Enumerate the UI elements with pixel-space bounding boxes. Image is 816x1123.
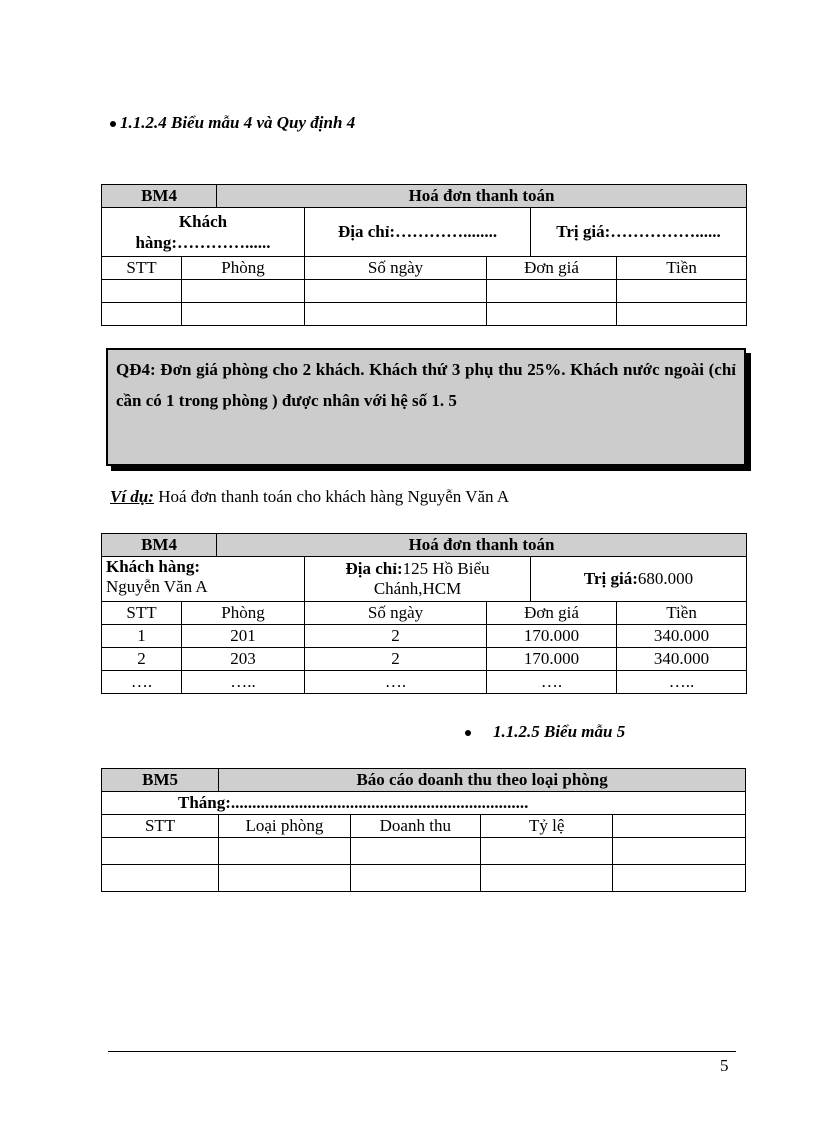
column-header: Phòng: [182, 257, 305, 280]
footer-rule: [108, 1051, 736, 1052]
customer-field: Khách hàng: Nguyễn Văn A: [102, 557, 305, 602]
form-bm4-blank: [101, 184, 747, 326]
table-row: [102, 838, 746, 865]
form-title: Báo cáo doanh thu theo loại phòng: [219, 769, 746, 792]
form-code: BM5: [102, 769, 219, 792]
value-field: Trị giá:……………......: [531, 208, 747, 257]
bullet-icon: [465, 730, 471, 736]
column-header: Đơn giá: [487, 257, 617, 280]
value-field: Trị giá:680.000: [531, 557, 747, 602]
table-row: 1 201 2 170.000 340.000: [102, 625, 747, 648]
column-header: Phòng: [182, 602, 305, 625]
column-header: Tỷ lệ: [481, 815, 613, 838]
form-bm4-example: [101, 533, 747, 694]
table-row: [102, 303, 747, 326]
column-header: Đơn giá: [487, 602, 617, 625]
bullet-icon: [110, 121, 116, 127]
example-text: Hoá đơn thanh toán cho khách hàng Nguyễn Văn A: [158, 487, 510, 506]
form-bm5: [101, 768, 746, 892]
column-header: [613, 815, 746, 838]
rule-box: QĐ4: Đơn giá phòng cho 2 khách. Khách thứ 3 phụ thu 25%. Khách nước ngoài (chỉ cần có 1 trong phòng ) được nhân với hệ số 1. 5: [106, 348, 746, 466]
section-heading-2: 1.1.2.5 Biểu mẫu 5: [465, 722, 625, 742]
customer-field: Khách hàng:…………......: [102, 208, 305, 257]
address-field: Địa chỉ:125 Hồ Biểu Chánh,HCM: [305, 557, 531, 602]
column-header: Tiền: [617, 602, 747, 625]
column-header: STT: [102, 602, 182, 625]
form-title: Hoá đơn thanh toán: [217, 185, 747, 208]
column-header: Doanh thu: [350, 815, 480, 838]
column-header: STT: [102, 257, 182, 280]
form-code: BM4: [102, 185, 217, 208]
column-header: STT: [102, 815, 219, 838]
column-header: Số ngày: [305, 602, 487, 625]
page-number: 5: [720, 1056, 729, 1075]
column-header: Loại phòng: [219, 815, 350, 838]
table-row: [102, 865, 746, 892]
form-code: BM4: [102, 534, 217, 557]
column-header: Tiền: [617, 257, 747, 280]
example-line: [110, 487, 509, 507]
column-header: Số ngày: [305, 257, 487, 280]
section-heading-1: 1.1.2.4 Biểu mẫu 4 và Quy định 4: [110, 113, 355, 133]
example-label: Ví dụ:: [110, 487, 154, 506]
month-field: Tháng:......................................................................: [102, 792, 746, 815]
table-row: [102, 280, 747, 303]
table-row: …. ….. …. …. …..: [102, 671, 747, 694]
address-field: Địa chỉ:…………........: [305, 208, 531, 257]
table-row: 2 203 2 170.000 340.000: [102, 648, 747, 671]
form-title: Hoá đơn thanh toán: [217, 534, 747, 557]
